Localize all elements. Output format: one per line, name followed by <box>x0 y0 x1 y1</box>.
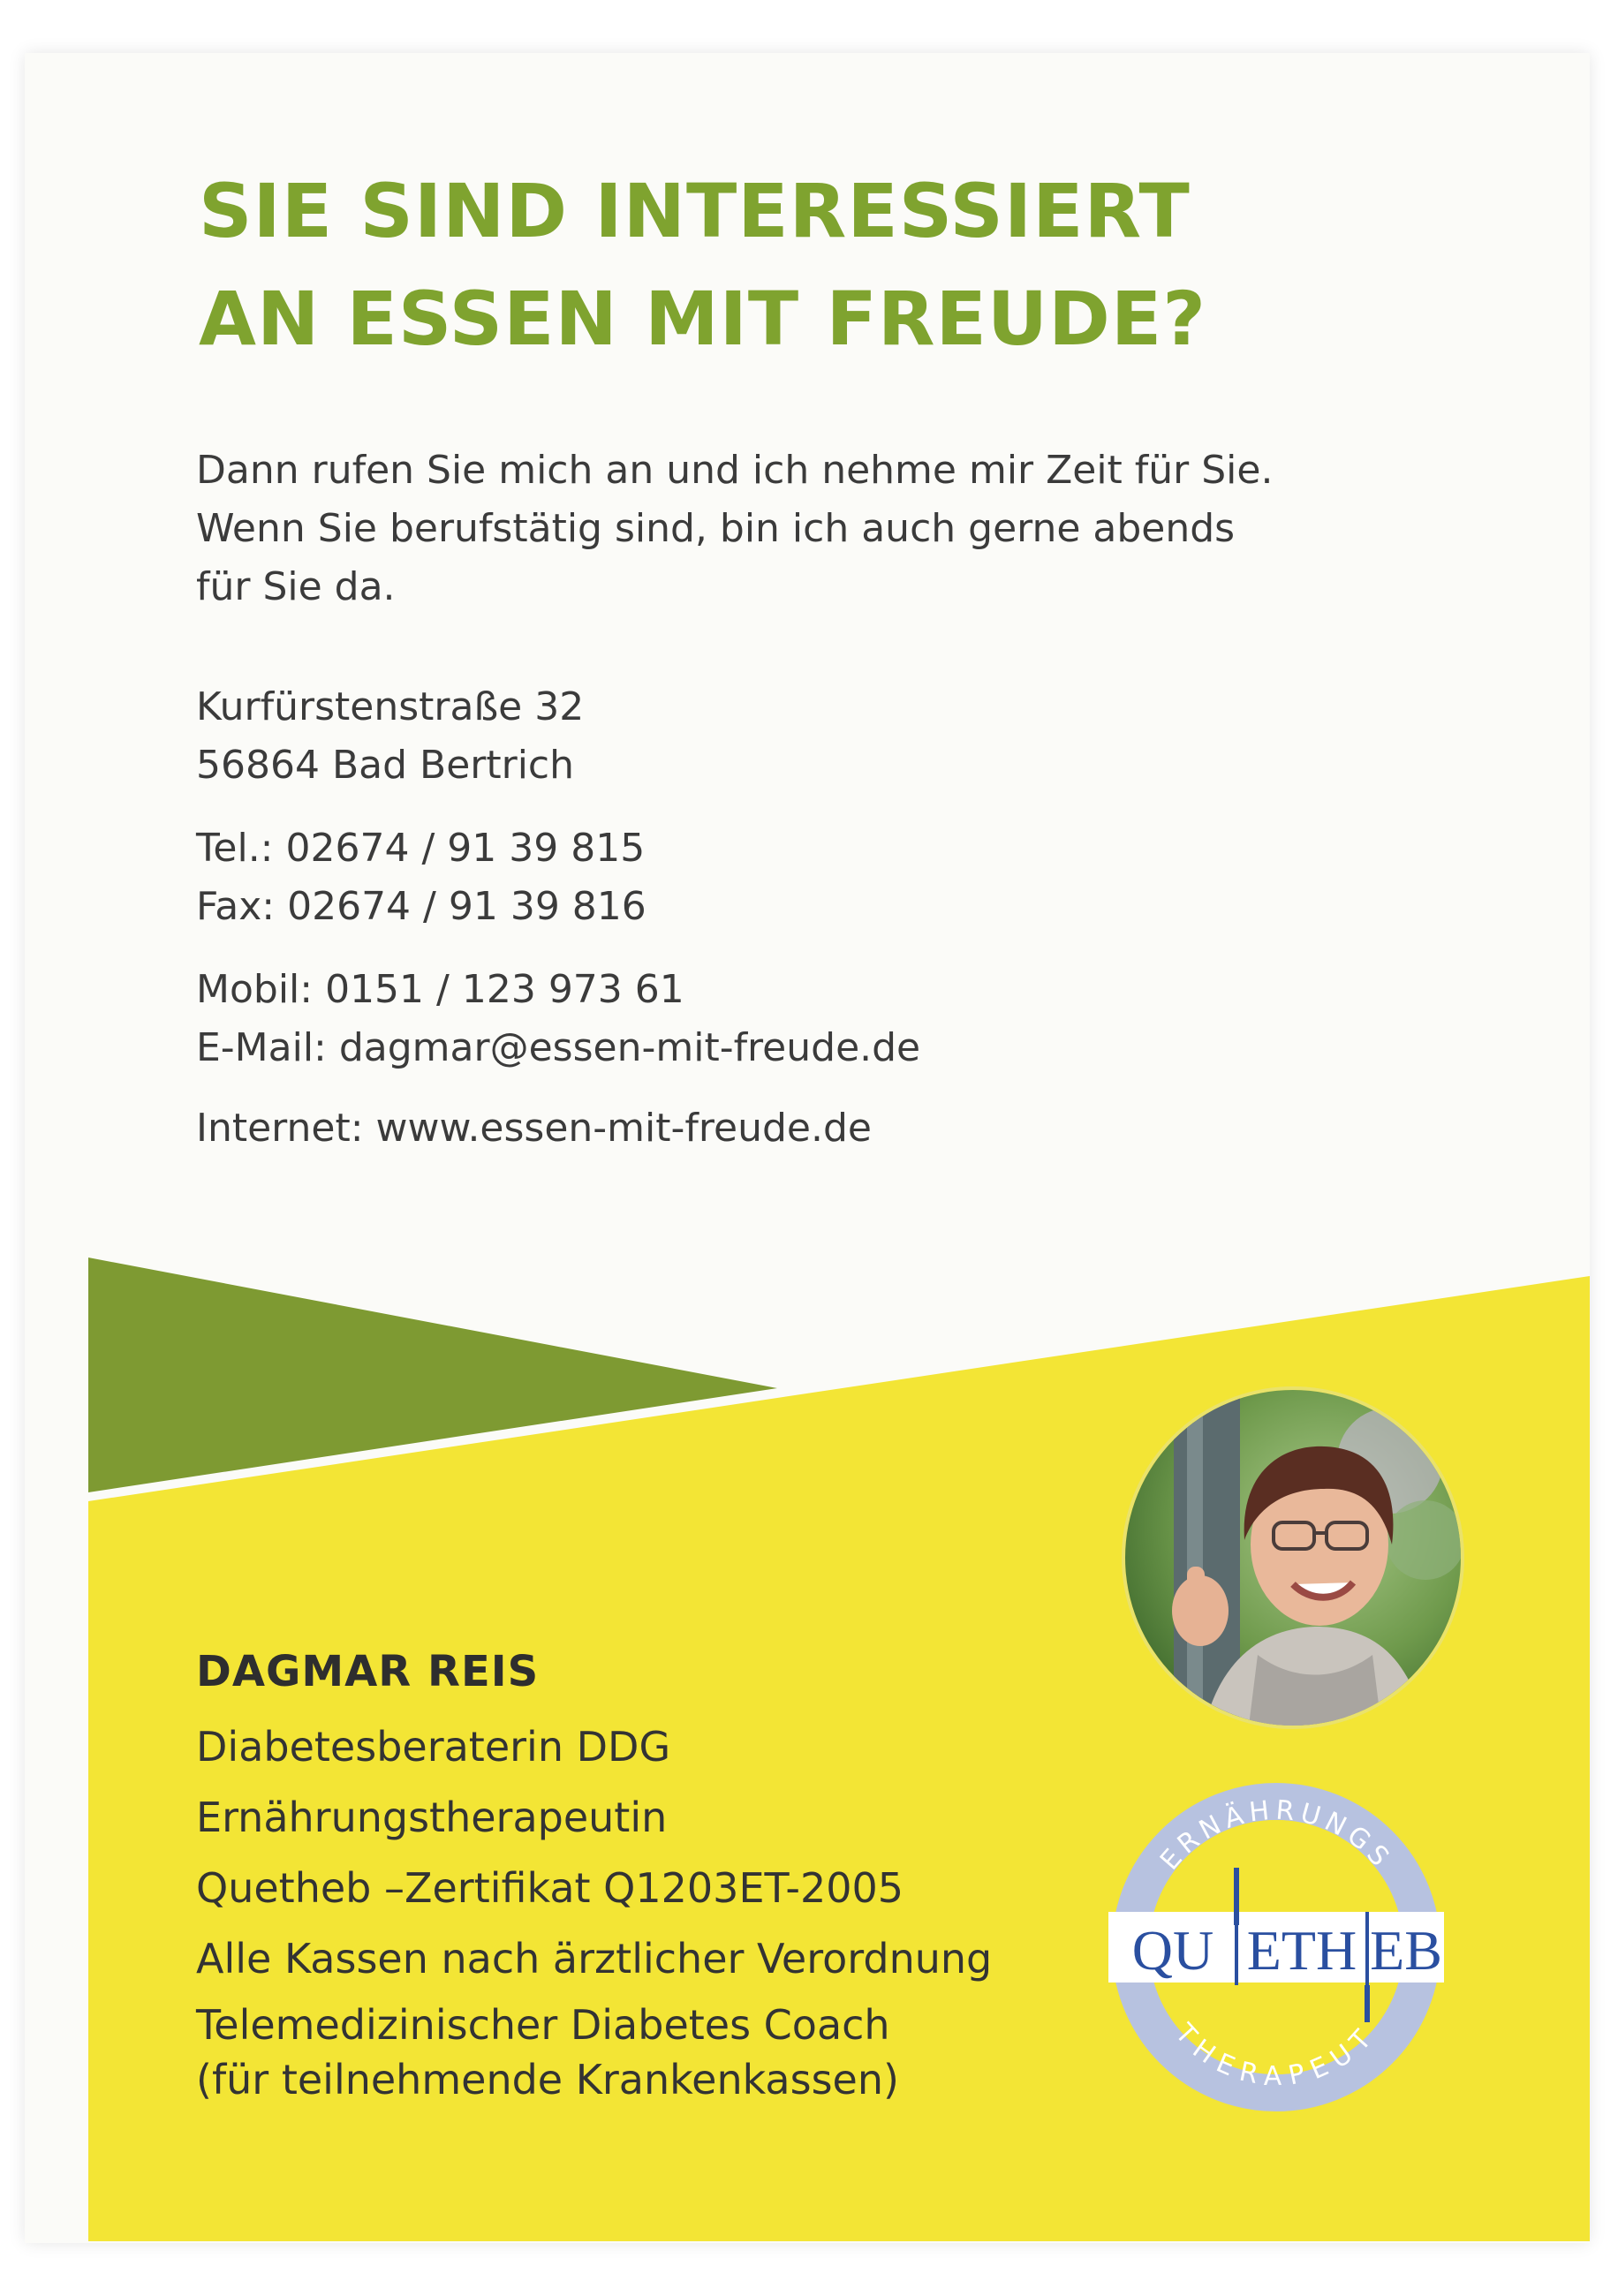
headline-line-1: SIE SIND INTERESSIERT <box>199 168 1191 254</box>
website-link[interactable]: Internet: www.essen-mit-freude.de <box>196 1106 872 1151</box>
person-name: DAGMAR REIS <box>196 1647 540 1696</box>
qualification-item: Alle Kassen nach ärztlicher Verordnung <box>196 1935 993 1983</box>
quetheb-logo <box>1086 1757 1466 2137</box>
intro-line-3: für Sie da. <box>196 564 396 609</box>
qualification-item: Diabetesberaterin DDG <box>196 1723 671 1771</box>
qualification-item: (für teilnehmende Krankenkassen) <box>196 2056 899 2103</box>
fax-number: Fax: 02674 / 91 39 816 <box>196 884 646 929</box>
logo-arc-bottom: THERAPEUT <box>1168 2018 1384 2093</box>
tel-number[interactable]: Tel.: 02674 / 91 39 815 <box>196 826 646 871</box>
logo-part-eb: EB <box>1370 1919 1442 1982</box>
headline-line-2: AN ESSEN MIT FREUDE? <box>199 276 1206 362</box>
portrait-photo <box>1122 1386 1464 1729</box>
qualification-item: Ernährungstherapeutin <box>196 1794 668 1841</box>
portrait-illustration <box>1125 1390 1461 1726</box>
email-link[interactable]: E-Mail: dagmar@essen-mit-freude.de <box>196 1025 921 1070</box>
intro-line-2: Wenn Sie berufstätig sind, bin ich auch gerne abends <box>196 506 1236 551</box>
mobile-number[interactable]: Mobil: 0151 / 123 973 61 <box>196 967 684 1012</box>
address-city: 56864 Bad Bertrich <box>196 743 575 788</box>
qualification-item: Quetheb –Zertifikat Q1203ET-2005 <box>196 1864 904 1912</box>
intro-line-1: Dann rufen Sie mich an und ich nehme mir Zeit für Sie. <box>196 448 1274 493</box>
logo-arc-top: ERNÄHRUNGS <box>1153 1794 1399 1877</box>
logo-part-qu: QU <box>1131 1919 1214 1982</box>
logo-part-eth: ETH <box>1246 1919 1357 1982</box>
qualification-item: Telemedizinischer Diabetes Coach <box>196 2001 890 2049</box>
qualifications-list <box>196 1711 992 2105</box>
address-street: Kurfürstenstraße 32 <box>196 684 585 729</box>
